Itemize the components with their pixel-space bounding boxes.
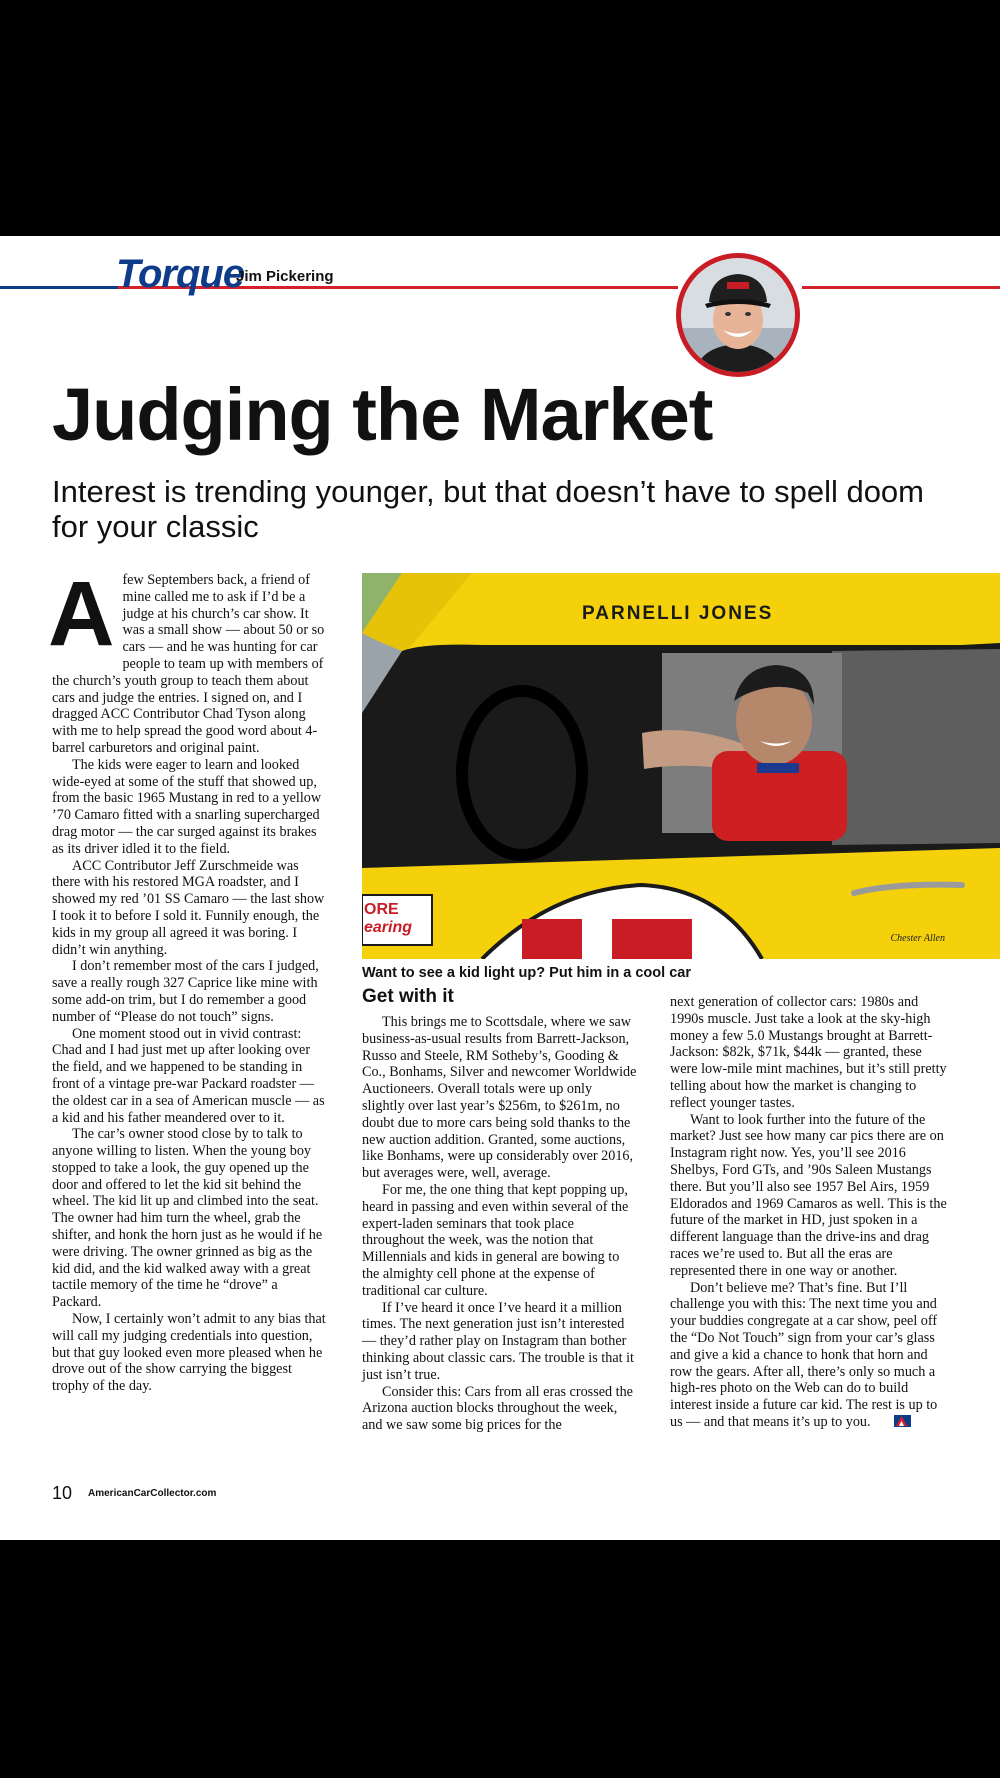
- byline: Jim Pickering: [236, 268, 334, 285]
- drop-cap: A: [48, 563, 115, 665]
- paragraph: next generation of collector cars: 1980s and 1990s muscle. Just take a look at the sky-high money a few 5.0 Mustangs brought at Barrett-Jackson: $82k, $71k, $44k — granted, these were low-mile mint machines, but it’s still pretty telling about how the market is changing to reflect younger tastes.: [670, 994, 947, 1111]
- header-rule-red-right: [802, 286, 1000, 289]
- page-number: 10: [52, 1483, 73, 1503]
- author-portrait-image: [681, 258, 795, 372]
- car-lettering: PARNELLI JONES: [582, 603, 774, 624]
- door-lettering-bottom: earing: [364, 919, 413, 936]
- paragraph: Now, I certainly won’t admit to any bias that will call my judging credentials into question, but that guy looked even more pleased when he drove out of the show carrying the biggest trophy of the day.: [52, 1311, 326, 1395]
- magazine-page: [0, 236, 1000, 1540]
- paragraph: If I’ve heard it once I’ve heard it a million times. The next generation just isn’t interested — they’d rather play on Instagram than bother thinking about classic cars. The trouble is that it just isn’t true.: [362, 1299, 635, 1383]
- text-column-3: [670, 994, 950, 1431]
- paragraph: The car’s owner stood close by to talk to anyone willing to listen. When the young boy stopped to take a look, the guy opened up the door and offered to let the kid sit behind the wheel. The kid lit up and climbed into the seat. The owner had him turn the wheel, grab the shifter, and honk the horn just as he would if he were driving. The owner grinned as big as the kid did, and the kid walked away with a great tactile memory of the time he “drove” a Packard.: [52, 1126, 323, 1311]
- section-name: Torque: [116, 252, 245, 296]
- photo-caption: Want to see a kid light up? Put him in a cool car: [362, 965, 691, 981]
- paragraph: Consider this: Cars from all eras crossed the Arizona auction blocks throughout the week, and we saw some big prices for the: [362, 1383, 633, 1434]
- paragraph-text: Don’t believe me? That’s fine. But I’ll challenge you with this: The next time you and your buddies congregate at a car show, peel off the “Do Not Touch” sign from your car’s glass and give a kid a chance to honk that horn and row the gears. After all, there’s only so much a high-res photo on the Web can do to build interest inside a future car kid. The rest is up to us — and that means it’s up to you.: [670, 1279, 938, 1430]
- photo-credit: Chester Allen: [890, 933, 945, 944]
- subhead: Get with it: [362, 986, 454, 1007]
- author-avatar: [676, 253, 800, 377]
- race-car-photo-image: [362, 573, 1000, 959]
- acc-logo-icon: [874, 1415, 891, 1427]
- paragraph: The kids were eager to learn and looked wide-eyed at some of the stuff that showed up, from the basic 1965 Mustang in red to a yellow ’70 Camaro fitted with a snarling supercharged drag motor — the car surged against its brakes as its driver idled it to the field.: [52, 756, 322, 857]
- door-lettering: [364, 901, 412, 937]
- paragraph: I don’t remember most of the cars I judged, save a really rough 327 Caprice like mine with some add-on trim, but I do remember a good number of “Please do not touch” signs.: [52, 958, 319, 1025]
- paragraph: [670, 1280, 950, 1431]
- paragraph: For me, the one thing that kept popping up, heard in passing and even within several of the expert-laden seminars that took place throughout the week, was the notion that Millennials and kids in general are bowing to the almighty cell phone at the expense of traditional car culture.: [362, 1181, 629, 1299]
- paragraph: One moment stood out in vivid contrast: Chad and I had just met up after looking over the field, and we happened to be standing in front of a vintage pre-war Packard roadster — the oldest car in a sea of American muscle — as a kid and his father meandered over to it.: [52, 1025, 325, 1126]
- paragraph: This brings me to Scottsdale, where we saw business-as-usual results from Barrett-Jackson, Russo and Steele, RM Sotheby’s, Gooding & Co., Bonhams, Silver and newcomer Worldwide Auctioneers. Overall totals were up only slightly over last year’s $256m, to $261m, no doubt due to more cars being sold thanks to the new auction addition. Granted, some auctions, like Bonhams, were up considerably over 2016, but averages were, well, average.: [362, 1014, 637, 1182]
- door-lettering-top: ORE: [364, 901, 399, 918]
- paragraph: Want to look further into the future of the market? Just see how many car pics there are on Instagram right now. Yes, you’ll see 2016 Shelbys, Ford GTs, and ’90s Saleen Mustangs there. But you’ll also see 1957 Bel Airs, 1959 Eldorados and 1969 Camaros as well. This is the future of the market in HD, just spoken in a different language than the drive-ins and drag races we’re used to. But all the eras are represented there in one way or another.: [670, 1111, 947, 1279]
- paragraph: ACC Contributor Jeff Zurschmeide was there with his restored MGA roadster, and I showed my red ’01 SS Camaro — the last show I took it to before I sold it. Funnily enough, the kids in my group all agreed it was boring. I didn’t win anything.: [52, 857, 325, 958]
- article-deck: Interest is trending younger, but that doesn’t have to spell doom for your classic: [52, 474, 924, 544]
- article-headline: Judging the Market: [52, 373, 713, 456]
- paragraph: few Septembers back, a friend of mine called me to ask if I’d be a judge at his church’s car show. It was a small show — about 50 or so cars — and he was hunting for car people to team up with members of the church’s youth group to teach them about cars and judge the entries. I signed on, and I dragged ACC Contributor Chad Tyson along with me to help spread the good word about 4-barrel carburetors and original paint.: [52, 572, 325, 756]
- article-photo: [362, 573, 1000, 959]
- site-url: AmericanCarCollector.com: [88, 1488, 217, 1499]
- header-rule-blue: [0, 286, 118, 289]
- text-column-1: [48, 563, 330, 1395]
- text-column-2: [362, 986, 638, 1434]
